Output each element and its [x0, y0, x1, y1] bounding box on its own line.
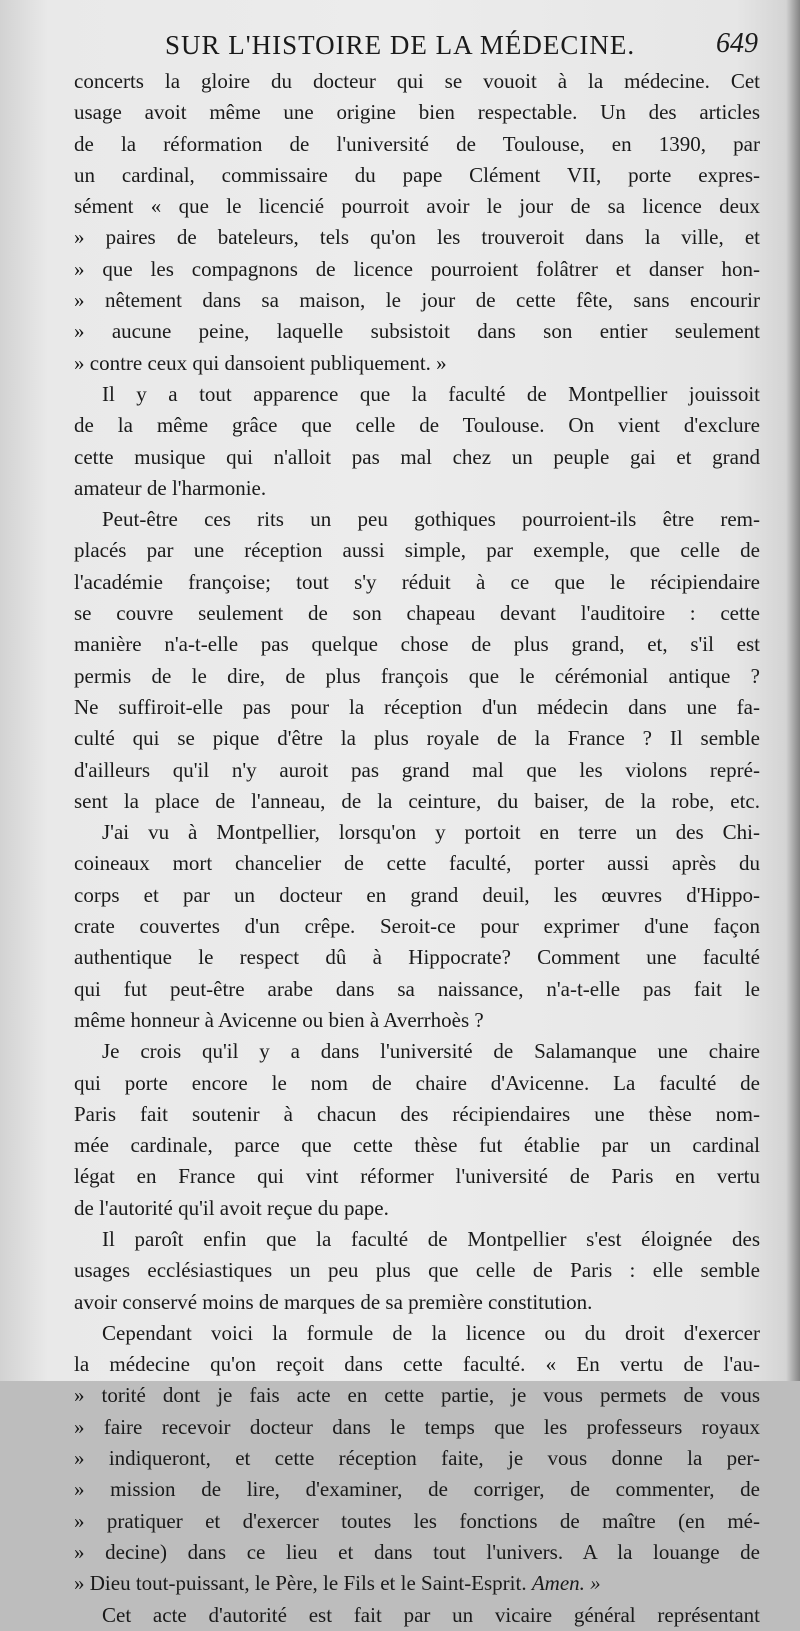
body-text: [74, 66, 760, 1631]
text-line: Ne suffiroit-elle pas pour la réception d'un médecin dans une fa-: [74, 694, 760, 719]
text-line: usage avoit même une origine bien respectable. Un des articles: [74, 100, 760, 125]
page-number: 649: [716, 28, 758, 59]
text-line: de la réformation de l'université de Toulouse, en 1390, par: [74, 131, 760, 156]
text-line: de la même grâce que celle de Toulouse. On vient d'exclure: [74, 413, 760, 438]
text-line: Peut-être ces rits un peu gothiques pourroient-ils être rem-: [102, 507, 760, 532]
text-line: de l'autorité qu'il avoit reçue du pape.: [74, 1195, 389, 1220]
text-line: » paires de bateleurs, tels qu'on les trouveroit dans la ville, et: [74, 225, 760, 250]
text-line: permis de le dire, de plus françois que le cérémonial antique ?: [74, 663, 760, 688]
text-line: cette musique qui n'alloit pas mal chez un peuple gai et grand: [74, 444, 760, 469]
text-line: » indiqueront, et cette réception faite, je vous donne la per-: [74, 1446, 760, 1471]
text-line: Cependant voici la formule de la licence ou du droit d'exercer: [102, 1320, 760, 1345]
amen-text: Amen. »: [531, 1571, 601, 1596]
text-line: » faire recevoir docteur dans le temps que les professeurs royaux: [74, 1414, 760, 1439]
text-line: » pratiquer et d'exercer toutes les fonctions de maître (en mé-: [74, 1508, 760, 1533]
text-line: culté qui se pique d'être la plus royale de la France ? Il semble: [74, 726, 760, 751]
text-line: la médecine qu'on reçoit dans cette faculté. « En vertu de l'au-: [74, 1352, 760, 1377]
text-line: amateur de l'harmonie.: [74, 475, 267, 500]
text-line: crate couvertes d'un crêpe. Seroit-ce pour exprimer d'une façon: [74, 914, 760, 939]
text-line: Il paroît enfin que la faculté de Montpellier s'est éloignée des: [102, 1226, 760, 1251]
text-line: usages ecclésiastiques un peu plus que celle de Paris : elle semble: [74, 1258, 760, 1283]
text-line: l'académie françoise; tout s'y réduit à ce que le récipiendaire: [74, 569, 760, 594]
text-line: d'ailleurs qu'il n'y auroit pas grand mal que les violons repré-: [74, 757, 760, 782]
page-header: [70, 26, 770, 66]
text-line: un cardinal, commissaire du pape Clément VII, porte expres-: [74, 162, 760, 187]
text-line: placés par une réception aussi simple, par exemple, que celle de: [74, 538, 760, 563]
text-line: avoir conservé moins de marques de sa première constitution.: [74, 1289, 593, 1314]
text-line: » aucune peine, laquelle subsistoit dans son entier seulement: [74, 319, 760, 344]
text-line-body: » Dieu tout-puissant, le Père, le Fils et le Saint-Esprit.: [74, 1571, 527, 1596]
text-line: Je crois qu'il y a dans l'université de Salamanque une chaire: [102, 1039, 760, 1064]
text-line: » nêtement dans sa maison, le jour de cette fête, sans encourir: [74, 288, 760, 313]
text-line: » decine) dans ce lieu et dans tout l'univers. A la louange de: [74, 1539, 760, 1564]
text-line: Cet acte d'autorité est fait par un vicaire général représentant: [102, 1602, 760, 1627]
text-line: » contre ceux qui dansoient publiquement. »: [74, 350, 447, 375]
text-line: mée cardinale, parce que cette thèse fut établie par un cardinal: [74, 1133, 760, 1158]
text-line: qui porte encore le nom de chaire d'Avicenne. La faculté de: [74, 1070, 760, 1095]
text-line: J'ai vu à Montpellier, lorsqu'on y portoit en terre un des Chi-: [102, 820, 760, 845]
text-line: Paris fait soutenir à chacun des récipiendaires une thèse nom-: [74, 1101, 760, 1126]
text-line: corps et par un docteur en grand deuil, les œuvres d'Hippo-: [74, 882, 760, 907]
text-line: concerts la gloire du docteur qui se vouoit à la médecine. Cet: [74, 69, 760, 93]
text-line: authentique le respect dû à Hippocrate? Comment une faculté: [74, 945, 760, 970]
text-line: » torité dont je fais acte en cette partie, je vous permets de vous: [74, 1383, 760, 1408]
text-line: se couvre seulement de son chapeau devant l'auditoire : cette: [74, 601, 760, 626]
text-line: Il y a tout apparence que la faculté de Montpellier jouissoit: [102, 381, 760, 406]
text-line: légat en France qui vint réformer l'université de Paris en vertu: [74, 1164, 760, 1189]
text-line: même honneur à Avicenne ou bien à Averrhoès ?: [74, 1007, 484, 1032]
text-line: sent la place de l'anneau, de la ceinture, du baiser, de la robe, etc.: [74, 788, 760, 813]
text-line: qui fut peut-être arabe dans sa naissance, n'a-t-elle pas fait le: [74, 976, 760, 1001]
text-line: » mission de lire, d'examiner, de corriger, de commenter, de: [74, 1477, 760, 1502]
text-line: manière n'a-t-elle pas quelque chose de plus grand, et, s'il est: [74, 632, 760, 657]
text-line: » que les compagnons de licence pourroient folâtrer et danser hon-: [74, 256, 760, 281]
text-line: coineaux mort chancelier de cette faculté, porter aussi après du: [74, 851, 760, 876]
text-line: sément « que le licencié pourroit avoir le jour de sa licence deux: [74, 194, 760, 219]
running-head: SUR L'HISTOIRE DE LA MÉDECINE.: [165, 30, 636, 60]
text-line-amen: [74, 1568, 760, 1599]
page-edge-shadow: [786, 0, 800, 1381]
